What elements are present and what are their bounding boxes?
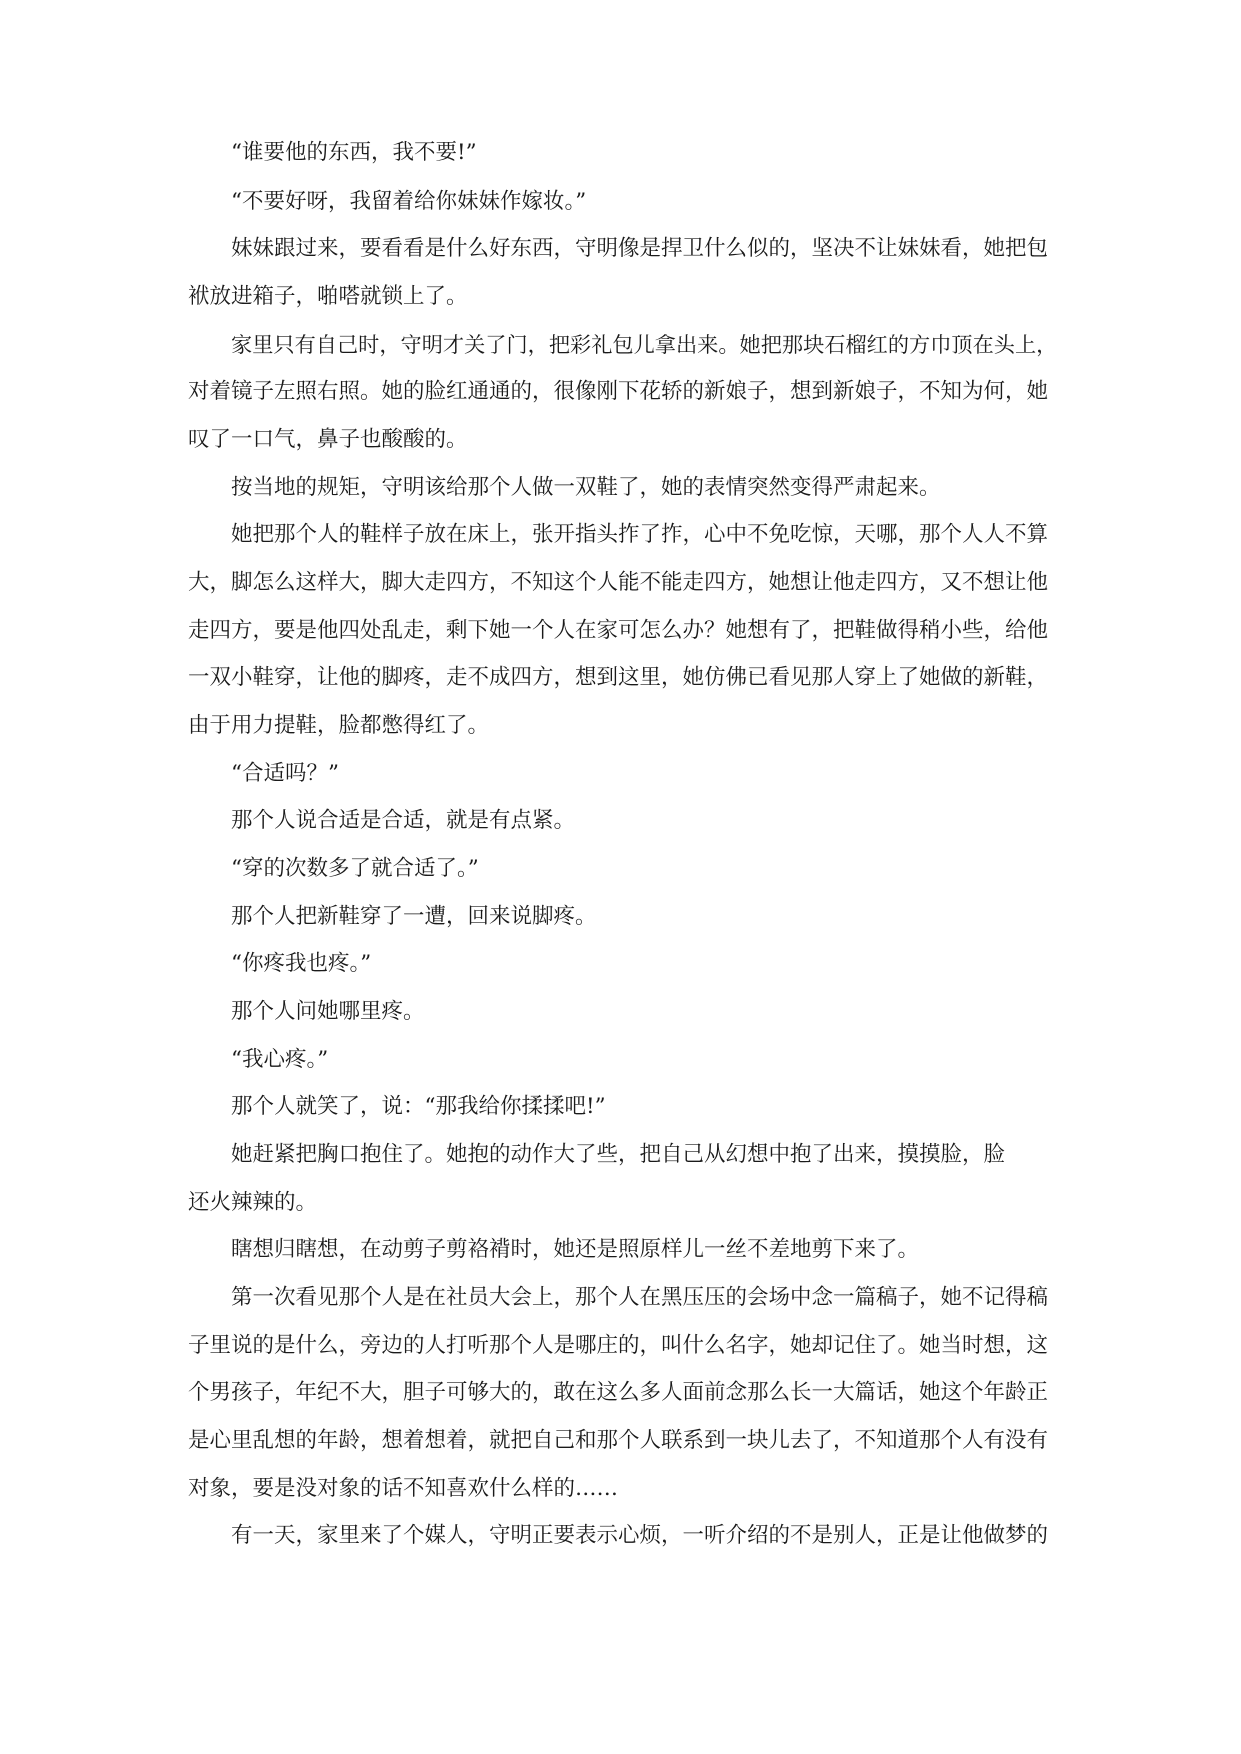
text-line: 家里只有自己时，守明才关了门，把彩礼包儿拿出来。她把那块石榴红的方巾顶在头上， <box>231 332 1058 357</box>
text-line: 大，脚怎么这样大，脚大走四方，不知这个人能不能走四方，她想让他走四方，又不想让他 <box>188 570 1049 595</box>
text-line: 子里说的是什么，旁边的人打听那个人是哪庄的，叫什么名字，她却记住了。她当时想，这 <box>188 1333 1049 1358</box>
text-line: 她把那个人的鞋样子放在床上，张开指头拃了拃，心中不免吃惊，天哪，那个人人不算 <box>231 522 1049 547</box>
text-line: 那个人说合适是合适，就是有点紧。 <box>231 808 576 833</box>
text-line: 叹了一口气，鼻子也酸酸的。 <box>188 427 468 452</box>
text-line: 按当地的规矩，守明该给那个人做一双鞋了，她的表情突然变得严肃起来。 <box>231 475 941 500</box>
text-line: 是心里乱想的年龄，想着想着，就把自己和那个人联系到一块儿去了，不知道那个人有没有 <box>188 1428 1049 1453</box>
text-line: 袱放进箱子，啪嗒就锁上了。 <box>188 284 468 309</box>
text-line: “谁要他的东西，我不要!” <box>231 140 477 165</box>
text-line: “不要好呀，我留着给你妹妹作嫁妆。” <box>231 189 587 214</box>
text-line: 由于用力提鞋，脸都憋得红了。 <box>188 713 490 738</box>
text-line: “你疼我也疼。” <box>231 951 372 976</box>
text-line: “穿的次数多了就合适了。” <box>231 856 479 881</box>
text-line: 对着镜子左照右照。她的脸红通通的，很像刚下花轿的新娘子，想到新娘子，不知为何，她 <box>188 379 1049 404</box>
text-line: 瞎想归瞎想，在动剪子剪袼褙时，她还是照原样儿一丝不差地剪下来了。 <box>231 1237 920 1262</box>
text-line: “合适吗？” <box>231 761 339 786</box>
text-line: 那个人问她哪里疼。 <box>231 999 425 1024</box>
text-line: 第一次看见那个人是在社员大会上，那个人在黑压压的会场中念一篇稿子，她不记得稿 <box>231 1285 1049 1310</box>
text-line: 还火辣辣的。 <box>188 1190 318 1215</box>
text-line: 一双小鞋穿，让他的脚疼，走不成四方，想到这里，她仿佛已看见那人穿上了她做的新鞋， <box>188 665 1049 690</box>
text-line: 对象，要是没对象的话不知喜欢什么样的…… <box>188 1476 619 1501</box>
text-line: 个男孩子，年纪不大，胆子可够大的，敢在这么多人面前念那么长一大篇话，她这个年龄正 <box>188 1380 1049 1405</box>
text-line: 妹妹跟过来，要看看是什么好东西，守明像是捍卫什么似的，坚决不让妹妹看，她把包 <box>231 236 1049 261</box>
text-line: 那个人就笑了，说：“那我给你揉揉吧!” <box>231 1094 606 1119</box>
text-line: 她赶紧把胸口抱住了。她抱的动作大了些，把自己从幻想中抱了出来，摸摸脸，脸 <box>231 1142 1006 1167</box>
text-line: “我心疼。” <box>231 1047 329 1072</box>
text-line: 走四方，要是他四处乱走，剩下她一个人在家可怎么办？她想有了，把鞋做得稍小些，给他 <box>188 618 1049 643</box>
text-line: 有一天，家里来了个媒人，守明正要表示心烦，一听介绍的不是别人，正是让他做梦的 <box>231 1523 1049 1548</box>
text-line: 那个人把新鞋穿了一遭，回来说脚疼。 <box>231 904 597 929</box>
